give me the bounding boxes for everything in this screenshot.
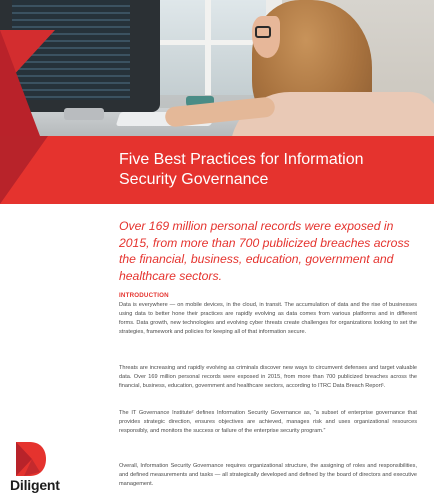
title-line-2: Security Governance	[119, 171, 269, 188]
diligent-d-logo-icon	[16, 442, 46, 476]
document-title	[119, 150, 419, 190]
paragraph-1: Data is everywhere — on mobile devices, in the cloud, in transit. The accumulation of data and the rise of businesses using data to better hone their practices are rapidly evolving as data comes from various platforms and in different forms. Data growth, new technologies and evolving cyber threats create challenges for organizations looking to set the strategies, framework and policies for keeping all of that information secure.	[119, 302, 417, 335]
paragraph-3: The IT Governance Institute² defines Information Security Governance as, “a subset of enterprise governance that provides strategic direction, ensures objectives are achieved, manages risk and uses organizational resources responsibly, and monitors the success or failure of the enterprise security program.”	[119, 410, 417, 434]
title-line-1: Five Best Practices for Information	[119, 151, 364, 168]
paragraph-2: Threats are increasing and rapidly evolving as criminals discover new ways to circumvent defenses and target valuable data. Over 169 million personal records were exposed in 2015, from more than 700 publicized breaches across the financial, business, education, government and healthcare sectors, according to ITRC Data Breach Report¹.	[119, 365, 417, 389]
section-heading-introduction: INTRODUCTION	[119, 292, 169, 299]
pull-quote: Over 169 million personal records were exposed in 2015, from more than 700 publicized breaches across the financial, business, education, government and healthcare sectors.	[119, 219, 410, 283]
hero-photo	[0, 0, 434, 136]
brand-wordmark: Diligent	[10, 477, 60, 493]
paragraph-4: Overall, Information Security Governance requires organizational structure, the assigning of roles and responsibilities, and defined measurements and tasks — all strategically developed and defined by the board of directors and executive management.	[119, 463, 417, 487]
